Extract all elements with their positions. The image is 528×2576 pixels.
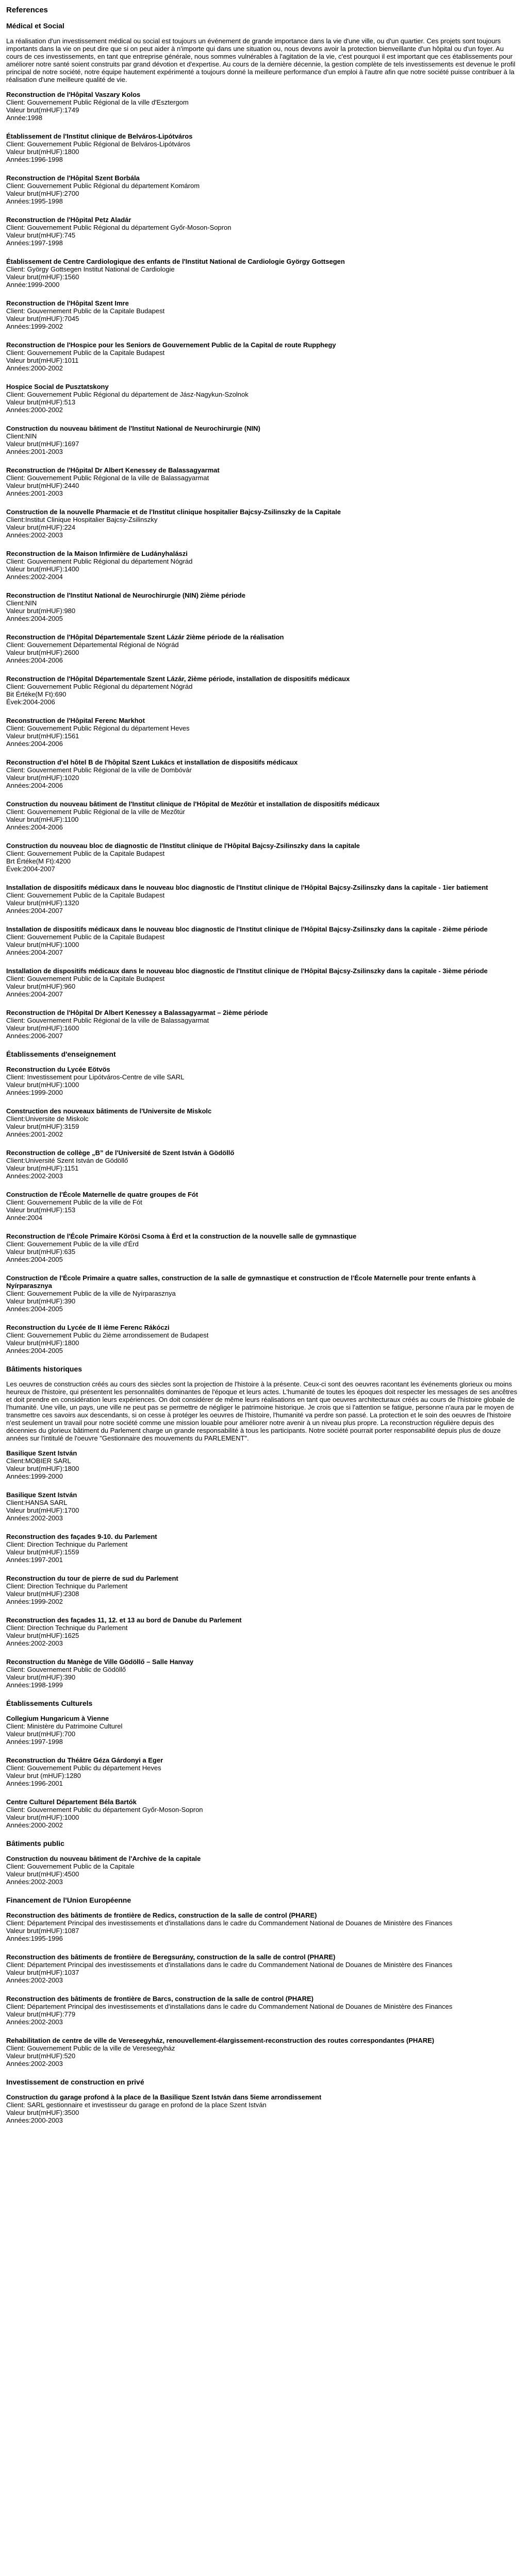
reference-entry — [6, 1756, 522, 1787]
entry-detail-line: Année:1998 — [6, 114, 43, 122]
reference-entry — [6, 1911, 522, 1942]
section-heading: Investissement de construction en privé — [6, 2078, 144, 2086]
reference-entry — [6, 1149, 522, 1180]
entry-detail-line: Valeur brut(mHUF):1559 — [6, 1548, 79, 1556]
entry-title: Reconstruction des bâtiments de frontière de Beregsurány, construction de la salle de control (PHARE) — [6, 1953, 336, 1961]
entry-detail-line: Client: Ministère du Patrimoine Culturel — [6, 1722, 123, 1730]
entry-detail-line: Années:2002-2003 — [6, 2060, 63, 2067]
entry-detail-line: Client: Département Principal des investissements et d'installations dans le cadre du Commandement National de Douanes de Ministère des Finances — [6, 2003, 453, 2010]
entry-detail-line: Client: Gouvernement Public de la Capitale Budapest — [6, 307, 165, 315]
entry-detail-line: Brt Értéke(M Ft):4200 — [6, 857, 71, 865]
entry-detail-line: Valeur brut(mHUF):2440 — [6, 482, 79, 489]
entry-title: Reconstruction de l'Hôpital Vaszary Kolos — [6, 91, 141, 98]
reference-entry — [6, 842, 522, 873]
reference-entry — [6, 550, 522, 581]
reference-entry — [6, 967, 522, 998]
entry-detail-line: Valeur brut(mHUF):1020 — [6, 774, 79, 782]
section-heading: Établissements d'enseignement — [6, 1050, 116, 1058]
entry-detail-line: Client: Gouvernement Public Régional du département Nógrád — [6, 683, 193, 690]
entry-title: Reconstruction de l'Hôpital Szent Imre — [6, 299, 129, 307]
entry-detail-line: Client: Gouvernement Public Régional de la ville de Balassagyarmat — [6, 474, 209, 482]
entry-detail-line: Années:2001-2003 — [6, 448, 63, 455]
entry-title: Rehabilitation de centre de ville de Vereseegyház, renouvellement-élargissement-reconstruction des routes correspondantes (PHARE) — [6, 2037, 435, 2044]
entry-title: Installation de dispositifs médicaux dans le nouveau bloc diagnostic de l'Institut clinique de l'Hôpital Bajcsy-Zsilinszky dans la capitale - 1ier batiement — [6, 884, 488, 891]
reference-entry — [6, 1107, 522, 1138]
entry-detail-line: Valeur brut(mHUF):960 — [6, 982, 76, 990]
entry-detail-line: Années:2002-2003 — [6, 531, 63, 539]
entry-detail-line: Années:2004-2005 — [6, 615, 63, 622]
entry-detail-line: Années:2000-2002 — [6, 406, 63, 414]
entry-detail-line: Client: Gouvernement Public Régional du département Nógrád — [6, 557, 193, 565]
entry-detail-line: Valeur brut(mHUF):2308 — [6, 1590, 79, 1598]
entry-detail-line: Valeur brut(mHUF):2600 — [6, 649, 79, 656]
entry-detail-line: Client: Direction Technique du Parlement — [6, 1540, 128, 1548]
section — [6, 1050, 522, 1354]
entry-detail-line: Années:2002-2003 — [6, 1514, 63, 1522]
entry-detail-line: Client: Gouvernement Public Régional du département de Jász-Nagykun-Szolnok — [6, 391, 249, 398]
reference-entry — [6, 758, 522, 789]
entry-detail-line: Valeur brut(mHUF):1000 — [6, 1814, 79, 1821]
section-heading: Financement de l'Union Européenne — [6, 1896, 131, 1904]
entry-title: Construction du nouveau bloc de diagnostic de l'Institut clinique de l'Hôpital Bajcsy-Zsilinszky dans la capitale — [6, 842, 360, 850]
entry-detail-line: Valeur brut(mHUF):1800 — [6, 1339, 79, 1347]
entry-detail-line: Valeur brut(mHUF):1800 — [6, 1465, 79, 1472]
entry-detail-line: Valeur brut(mHUF):1697 — [6, 440, 79, 448]
entry-title: Reconstruction de l'Hôpital Départementale Szent Lázár, 2ième période, installation de dispositifs médicaux — [6, 675, 350, 683]
entry-detail-line: Client:NIN — [6, 599, 37, 607]
entry-detail-line: Valeur brut(mHUF):700 — [6, 1730, 76, 1738]
entry-title: Reconstruction de la Maison Infirmière de Ludányhalászi — [6, 550, 188, 557]
entry-detail-line: Années:2002-2003 — [6, 1639, 63, 1647]
entry-title: Reconstruction d'el hôtel B de l'hôpital Szent Lukács et installation de dispositifs médicaux — [6, 758, 298, 766]
entry-detail-line: Client: Gouvernement Public Régional de Belváros-Lipótváros — [6, 140, 190, 148]
entry-detail-line: Années:1997-1998 — [6, 1738, 63, 1745]
entry-detail-line: Client: Gouvernement Public Régional du département Győr-Moson-Sopron — [6, 224, 232, 231]
entry-detail-line: Valeur brut(mHUF):1011 — [6, 357, 79, 364]
reference-entry — [6, 925, 522, 956]
entry-detail-line: Années:2006-2007 — [6, 1032, 63, 1040]
entry-detail-line: Client: Gouvernement Public de la ville de Vereseegyház — [6, 2044, 175, 2052]
reference-entry — [6, 675, 522, 706]
entry-title: Reconstruction de l'Hôpital Ferenc Markhot — [6, 717, 145, 724]
entry-title: Reconstruction des bâtiments de frontière de Redics, construction de la salle de control (PHARE) — [6, 1911, 317, 1919]
entry-title: Établissement de Centre Cardiologique des enfants de l'Institut National de Cardiologie György Gottsegen — [6, 258, 345, 265]
entry-detail-line: Client: Direction Technique du Parlement — [6, 1582, 128, 1590]
entry-detail-line: Années:2000-2002 — [6, 364, 63, 372]
entry-detail-line: Années:1995-1996 — [6, 1935, 63, 1942]
entry-detail-line: Client: Gouvernement Public de la Capitale Budapest — [6, 975, 165, 982]
entry-detail-line: Années:1999-2000 — [6, 1089, 63, 1096]
entry-title: Reconstruction de l'Hôpital Dr Albert Kenessey de Balassagyarmat — [6, 466, 220, 474]
entry-detail-line: Valeur brut(mHUF):1320 — [6, 899, 79, 907]
entry-detail-line: Années:1999-2002 — [6, 1598, 63, 1605]
entry-title: Basilique Szent István — [6, 1449, 77, 1457]
section-heading: Établissements Culturels — [6, 1699, 93, 1707]
entry-title: Reconstruction du Lycée Eötvös — [6, 1065, 110, 1073]
entry-detail-line: Années:1996-2001 — [6, 1780, 63, 1787]
sections-container — [6, 22, 522, 2124]
entry-detail-line: Valeur brut(mHUF):1037 — [6, 1969, 79, 1976]
entry-detail-line: Valeur brut(mHUF):1000 — [6, 1081, 79, 1089]
entry-detail-line: Valeur brut(mHUF):520 — [6, 2052, 76, 2060]
section-heading: Bâtiments historiques — [6, 1365, 82, 1373]
entry-detail-line: Années:1997-1998 — [6, 239, 63, 247]
entry-detail-line: Valeur brut(mHUF):745 — [6, 231, 76, 239]
entry-detail-line: Année:2004 — [6, 1214, 43, 1222]
entry-detail-line: Client: Département Principal des investissements et d'installations dans le cadre du Commandement National de Douanes de Ministère des Finances — [6, 1961, 453, 1969]
reference-entry — [6, 2093, 522, 2124]
reference-entry — [6, 1715, 522, 1745]
entry-detail-line: Années:1997-2001 — [6, 1556, 63, 1564]
reference-entry — [6, 258, 522, 289]
entry-title: Collegium Hungaricum à Vienne — [6, 1715, 109, 1722]
entry-detail-line: Années:2002-2003 — [6, 1878, 63, 1886]
entry-detail-line: Client: Gouvernement Public de la Capitale — [6, 1862, 135, 1870]
entry-detail-line: Valeur brut(mHUF):1600 — [6, 1024, 79, 1032]
entry-detail-line: Valeur brut(mHUF):153 — [6, 1206, 76, 1214]
entry-detail-line: Années:2004-2006 — [6, 782, 63, 789]
section-intro: La réalisation d'un investissement médical ou social est toujours un événement de grande importance dans la vie d'une ville, ou d'un quartier. Ces projets sont toujours importants dans la vie on peut dire que si on peut aider à n'importe qui dans une situation ou, nous devons avoir la protection bienveillante d'un hôpital ou d'un foyer. Au cours de ces investissements, en tant que entreprise générale, nous sommes vulnérables à l'agitation de la vie, c'est pourquoi il est important que ces établissements pour améliorer notre santé soient construits par grand dévotion et d'expertise. Au cours de la dernière décennie, la gestion complète de tels investissements est devenue le profil principal de notre société, notre équipe hautement expérimenté a toujours donné la meilleure performance d'un emploi à l'autre afin que notre société puisse contribuer à la réalisation d'une meilleure qualité de vie. — [6, 37, 516, 83]
entry-title: Installation de dispositifs médicaux dans le nouveau bloc diagnostic de l'Institut clinique de l'Hôpital Bajcsy-Zsilinszky dans la capitale - 3ième période — [6, 967, 488, 975]
reference-entry — [6, 1533, 522, 1564]
entry-title: Centre Culturel Département Béla Bartók — [6, 1798, 137, 1806]
entry-detail-line: Valeur brut(mHUF):1800 — [6, 148, 79, 156]
entry-detail-line: Valeur brut(mHUF):3500 — [6, 2109, 79, 2116]
entry-detail-line: Client: Gouvernement Public Régional de la ville de Balassagyarmat — [6, 1016, 209, 1024]
entry-detail-line: Années:2000-2003 — [6, 2116, 63, 2124]
entry-detail-line: Client:HANSA SARL — [6, 1499, 68, 1506]
entry-detail-line: Année:1999-2000 — [6, 281, 60, 289]
entry-title: Reconstruction de l'École Primaire Körösi Csoma à Érd et la construction de la nouvelle salle de gymnastique — [6, 1232, 357, 1240]
entry-detail-line: Années:2000-2002 — [6, 1821, 63, 1829]
reference-entry — [6, 341, 522, 372]
entry-title: Construction du garage profond à la place de la Basilique Szent István dans 5ieme arrondissement — [6, 2093, 322, 2101]
page-title: References — [6, 6, 48, 14]
entry-detail-line: Client: Gouvernement Public du département Győr-Moson-Sopron — [6, 1806, 203, 1814]
entry-detail-line: Valeur brut(mHUF):1561 — [6, 732, 79, 740]
entry-detail-line: Années:2002-2003 — [6, 2018, 63, 2026]
entry-detail-line: Années:2004-2006 — [6, 656, 63, 664]
entry-title: Reconstruction de l'Hospice pour les Seniors de Gouvernement Public de la Capital de route Rupphegy — [6, 341, 336, 349]
reference-entry — [6, 425, 522, 455]
section — [6, 22, 522, 1040]
section — [6, 1365, 522, 1689]
reference-entry — [6, 1232, 522, 1263]
entry-detail-line: Années:2004-2006 — [6, 823, 63, 831]
entry-detail-line: Années:2004-2005 — [6, 1256, 63, 1263]
entry-detail-line: Valeur brut(mHUF):1151 — [6, 1164, 79, 1172]
entry-detail-line: Années:2001-2003 — [6, 489, 63, 497]
entry-detail-line: Années:1999-2002 — [6, 323, 63, 330]
reference-entry — [6, 1491, 522, 1522]
reference-entry — [6, 216, 522, 247]
entry-detail-line: Client: Gouvernement Public de la Capitale Budapest — [6, 850, 165, 857]
section — [6, 2078, 522, 2124]
section-intro: Les oeuvres de construction créés au cours des siècles sont la projection de l'histoire à la présente. Ceux-ci sont des oeuvres racontant les événements glorieux ou moins heureux de l'histoire, qui présentent les personnalités dominantes de l'époque et leurs actes. L'humanité de toutes les époques doit respecter les messages de ses ancêtres et doit prendre en considération leurs expériences. On doit considérer de même leurs réalisations en tant que oeuvres architecturaux créés au cours de l'histoire globale de l'humanité. Une ville, un pays, une ville ne peut pas se permettre de négliger le patrimoine historique. Je crois que si l'attention se fatigue, personne n'aura par le moyen de transmettre ces savoirs aux descendants, si on cesse à protéger les oeuvres de l'histoire, l'humanité va perdre son passé. La protection et le soin des oeuvres de l'histoire n'est seulement un travail pour notre société comme une mission louable pour améliorer notre avenir à un niveau plus propre. La reconstruction régulière depuis des décennies du glorieux bâtiment du Parlement charge un grande responsabilité à tous les participants. Notre société pourrait porter responsabilité depuis plus de douze années sur l'intitulé de l'oeuvre "Gestionnaire des mouvements du PARLEMENT". — [6, 1380, 517, 1442]
entry-detail-line: Client: Gouvernement Public Régional de la ville de Dombóvár — [6, 766, 192, 774]
entry-title: Construction de l'École Maternelle de quatre groupes de Fót — [6, 1191, 199, 1198]
entry-title: Construction du nouveau bâtiment de l'Archive de la capitale — [6, 1855, 201, 1862]
entry-detail-line: Valeur brut(mHUF):390 — [6, 1297, 76, 1305]
entry-detail-line: Valeur brut(mHUF):1749 — [6, 106, 79, 114]
entry-detail-line: Évek:2004-2006 — [6, 698, 55, 706]
entry-detail-line: Client: Gouvernement Public du département Heves — [6, 1764, 161, 1772]
entry-title: Reconstruction de collège „B” de l'Université de Szent István à Gödöllő — [6, 1149, 235, 1157]
reference-entry — [6, 1009, 522, 1040]
reference-entry — [6, 1574, 522, 1605]
entry-detail-line: Client: Investissement pour Lipótváros-Centre de ville SARL — [6, 1073, 185, 1081]
entry-detail-line: Client: Gouvernement Public de la ville de Fót — [6, 1198, 142, 1206]
entry-title: Reconstruction des façades 9-10. du Parlement — [6, 1533, 157, 1540]
entry-detail-line: Valeur brut(mHUF):1560 — [6, 273, 79, 281]
reference-entry — [6, 717, 522, 748]
entry-title: Hospice Social de Pusztatskony — [6, 383, 109, 391]
reference-entry — [6, 800, 522, 831]
entry-detail-line: Années:1999-2000 — [6, 1472, 63, 1480]
entry-title: Construction de la nouvelle Pharmacie et de l'Institut clinique hospitalier Bajcsy-Zsilinszky de la Capitale — [6, 508, 341, 516]
entry-detail-line: Client: SARL gestionnaire et investisseur du garage en profond de la place Szent István — [6, 2101, 267, 2109]
entry-detail-line: Client: Gouvernement Public de la ville d'Érd — [6, 1240, 139, 1248]
section — [6, 1700, 522, 1829]
reference-entry — [6, 132, 522, 163]
entry-detail-line: Client: Gouvernement Public Régional de la ville de Mezőtúr — [6, 808, 185, 816]
reference-entry — [6, 1953, 522, 1984]
entry-detail-line: Client:NIN — [6, 432, 37, 440]
entry-detail-line: Client: Département Principal des investissements et d'installations dans le cadre du Commandement National de Douanes de Ministère des Finances — [6, 1919, 453, 1927]
entry-title: Construction des nouveaux bâtiments de l'Universite de Miskolc — [6, 1107, 212, 1115]
entry-detail-line: Années:2004-2007 — [6, 907, 63, 914]
reference-entry — [6, 884, 522, 914]
entry-detail-line: Valeur brut(mHUF):2700 — [6, 190, 79, 197]
entry-title: Reconstruction de l'Hôpital Szent Borbála — [6, 174, 140, 182]
entry-detail-line: Valeur brut(mHUF):513 — [6, 398, 76, 406]
entry-detail-line: Années:2004-2005 — [6, 1305, 63, 1313]
entry-title: Reconstruction des bâtiments de frontière de Barcs, construction de la salle de control (PHARE) — [6, 1995, 314, 2003]
entry-detail-line: Évek:2004-2007 — [6, 865, 55, 873]
entry-detail-line: Valeur brut(mHUF):635 — [6, 1248, 76, 1256]
entry-detail-line: Valeur brut(mHUF):1000 — [6, 941, 79, 948]
entry-detail-line: Client: Gouvernement Public de la Capitale Budapest — [6, 933, 165, 941]
entry-detail-line: Client: Gouvernement Public de Gödöllő — [6, 1666, 126, 1673]
entry-detail-line: Années:2001-2002 — [6, 1130, 63, 1138]
entry-title: Basilique Szent István — [6, 1491, 77, 1499]
entry-detail-line: Client: Direction Technique du Parlement — [6, 1624, 128, 1632]
reference-entry — [6, 1995, 522, 2026]
entry-detail-line: Années:2002-2004 — [6, 573, 63, 581]
entry-title: Reconstruction des façades 11, 12. et 13 au bord de Danube du Parlement — [6, 1616, 242, 1624]
reference-entry — [6, 591, 522, 622]
entry-detail-line: Client:MOBIER SARL — [6, 1457, 71, 1465]
entry-detail-line: Années:1996-1998 — [6, 156, 63, 163]
entry-detail-line: Client: Gouvernement Public Régional du département Komárom — [6, 182, 200, 190]
entry-detail-line: Client: György Gottsegen Institut National de Cardiologie — [6, 265, 175, 273]
entry-detail-line: Années:1995-1998 — [6, 197, 63, 205]
entry-detail-line: Années:2004-2007 — [6, 948, 63, 956]
reference-entry — [6, 1449, 522, 1480]
reference-entry — [6, 1616, 522, 1647]
entry-detail-line: Client: Gouvernement Public Régional du département Heves — [6, 724, 190, 732]
entry-title: Reconstruction de l'Hôpital Départementale Szent Lázár 2ième période de la réalisation — [6, 633, 284, 641]
entry-title: Reconstruction du Théâtre Géza Gárdonyi a Eger — [6, 1756, 163, 1764]
entry-detail-line: Client:Institut Clinique Hospitalier Bajcsy-Zsilinszky — [6, 516, 158, 523]
entry-detail-line: Années:1998-1999 — [6, 1681, 63, 1689]
reference-entry — [6, 1855, 522, 1886]
reference-entry — [6, 633, 522, 664]
reference-entry — [6, 299, 522, 330]
entry-detail-line: Années:2002-2003 — [6, 1172, 63, 1180]
reference-entry — [6, 466, 522, 497]
reference-entry — [6, 508, 522, 539]
entry-detail-line: Années:2004-2005 — [6, 1347, 63, 1354]
entry-detail-line: Valeur brut(mHUF):390 — [6, 1673, 76, 1681]
entry-title: Établissement de l'Institut clinique de Belváros-Lipótváros — [6, 132, 193, 140]
entry-title: Reconstruction de l'Institut National de Neurochirurgie (NIN) 2ième période — [6, 591, 245, 599]
entry-detail-line: Client: Gouvernement Public de la ville de Nyírparasznya — [6, 1290, 176, 1297]
entry-detail-line: Client: Gouvernement Public du 2ième arrondissement de Budapest — [6, 1331, 209, 1339]
entry-title: Reconstruction du Manège de Ville Gödöllő – Salle Hanvay — [6, 1658, 194, 1666]
reference-entry — [6, 2037, 522, 2067]
reference-entry — [6, 174, 522, 205]
section-heading: Médical et Social — [6, 22, 64, 30]
entry-detail-line: Valeur brut(mHUF):7045 — [6, 315, 79, 323]
entry-detail-line: Bit Értéke(M Ft):690 — [6, 690, 67, 698]
entry-detail-line: Client: Gouvernement Départemental Régional de Nógrád — [6, 641, 179, 649]
entry-detail-line: Années:2002-2003 — [6, 1976, 63, 1984]
section — [6, 1840, 522, 1886]
entry-detail-line: Valeur brut(mHUF):3159 — [6, 1123, 79, 1130]
reference-entry — [6, 383, 522, 414]
entry-detail-line: Années:2004-2007 — [6, 990, 63, 998]
entry-detail-line: Valeur brut(mHUF):1087 — [6, 1927, 79, 1935]
reference-entry — [6, 1065, 522, 1096]
entry-detail-line: Client: Gouvernement Public de la Capitale Budapest — [6, 891, 165, 899]
entry-detail-line: Valeur brut (mHUF):1280 — [6, 1772, 81, 1780]
section-heading: Bâtiments public — [6, 1839, 64, 1848]
reference-entry — [6, 1324, 522, 1354]
entry-detail-line: Client: Gouvernement Public Régional de la ville d'Esztergom — [6, 98, 189, 106]
entry-title: Construction de l'École Primaire a quatre salles, construction de la salle de gymnastique et construction de l'École Maternelle pour trente enfants à Nyírparasznya — [6, 1274, 476, 1290]
entry-title: Construction du nouveau bâtiment de l'Institut clinique de l'Hôpital de Mezőtúr et installation de dispositifs médicaux — [6, 800, 380, 808]
reference-entry — [6, 91, 522, 122]
entry-detail-line: Valeur brut(mHUF):4500 — [6, 1870, 79, 1878]
reference-entry — [6, 1658, 522, 1689]
entry-title: Reconstruction de l'Hôpital Dr Albert Kenessey a Balassagyarmat – 2ième période — [6, 1009, 268, 1016]
entry-detail-line: Client:Universite de Miskolc — [6, 1115, 89, 1123]
section — [6, 1896, 522, 2067]
entry-detail-line: Valeur brut(mHUF):1100 — [6, 816, 79, 823]
entry-detail-line: Valeur brut(mHUF):224 — [6, 523, 76, 531]
entry-detail-line: Valeur brut(mHUF):1400 — [6, 565, 79, 573]
reference-entry — [6, 1798, 522, 1829]
reference-entry — [6, 1191, 522, 1222]
entry-detail-line: Valeur brut(mHUF):779 — [6, 2010, 76, 2018]
entry-title: Reconstruction de l'Hôpital Petz Aladár — [6, 216, 131, 224]
reference-entry — [6, 1274, 522, 1313]
entry-detail-line: Valeur brut(mHUF):1625 — [6, 1632, 79, 1639]
entry-detail-line: Client:Université Szent István de Gödöllő — [6, 1157, 128, 1164]
entry-title: Installation de dispositifs médicaux dans le nouveau bloc diagnostic de l'Institut clinique de l'Hôpital Bajcsy-Zsilinszky dans la capitale - 2ième période — [6, 925, 488, 933]
entry-title: Construction du nouveau bâtiment de l'Institut National de Neurochirurgie (NIN) — [6, 425, 260, 432]
entry-title: Reconstruction du tour de pierre de sud du Parlement — [6, 1574, 178, 1582]
entry-title: Reconstruction du Lycée de II ième Ferenc Rákóczi — [6, 1324, 170, 1331]
entry-detail-line: Valeur brut(mHUF):1700 — [6, 1506, 79, 1514]
entry-detail-line: Client: Gouvernement Public de la Capitale Budapest — [6, 349, 165, 357]
entry-detail-line: Années:2004-2006 — [6, 740, 63, 748]
entry-detail-line: Valeur brut(mHUF):980 — [6, 607, 76, 615]
